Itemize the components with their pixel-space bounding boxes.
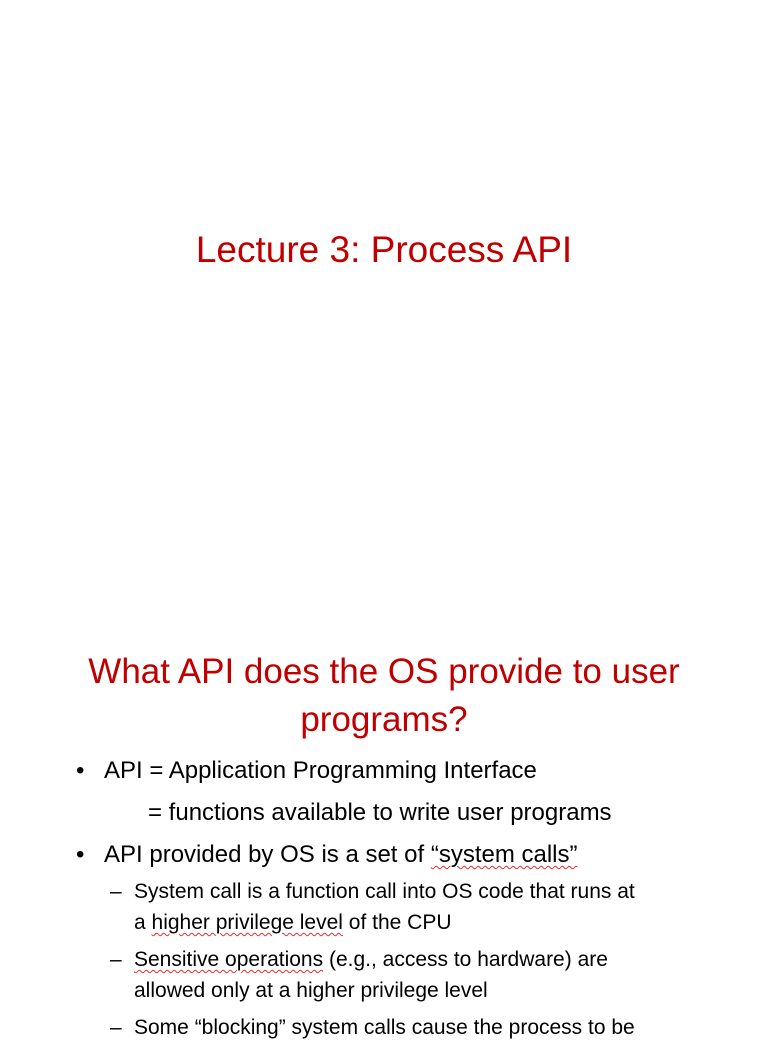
spellcheck-underlined-term: Sensitive operations (134, 948, 324, 971)
subbullet-marker: – (110, 880, 122, 903)
subbullet-marker: – (110, 1016, 122, 1039)
subbullet-line-2: allowed only at a higher privilege level (134, 979, 488, 1002)
bullet-text (104, 840, 578, 870)
spellcheck-underlined-term: higher privilege level (151, 911, 343, 934)
spellcheck-underlined-term: “system calls” (430, 841, 578, 868)
subbullet-line-1: Some “blocking” system calls cause the process to be (134, 1016, 635, 1039)
bullet-marker: • (76, 841, 85, 868)
subbullet-text-plain: of the CPU (342, 911, 452, 934)
slide-heading (40, 648, 728, 744)
subbullet-marker: – (110, 948, 122, 971)
bullet-continuation-text: = functions available to write user programs (148, 799, 612, 826)
bullet-text-plain: API provided by OS is a set of (104, 841, 431, 868)
slide-heading-line-1: What API does the OS provide to user (88, 652, 680, 691)
subbullet-text-plain: (e.g., access to hardware) are (323, 948, 608, 971)
bullet-marker: • (76, 757, 85, 784)
subbullet-text-plain: a (134, 911, 152, 934)
subbullet-line-1: System call is a function call into OS code that runs at (134, 880, 635, 903)
slide-api (0, 620, 768, 1039)
lecture-title: Lecture 3: Process API (195, 229, 573, 270)
bullet-text: API = Application Programming Interface (104, 757, 537, 784)
subbullet-line-2 (134, 907, 452, 938)
slide-heading-line-2: programs? (300, 700, 468, 739)
subbullet-line-1 (134, 944, 608, 975)
